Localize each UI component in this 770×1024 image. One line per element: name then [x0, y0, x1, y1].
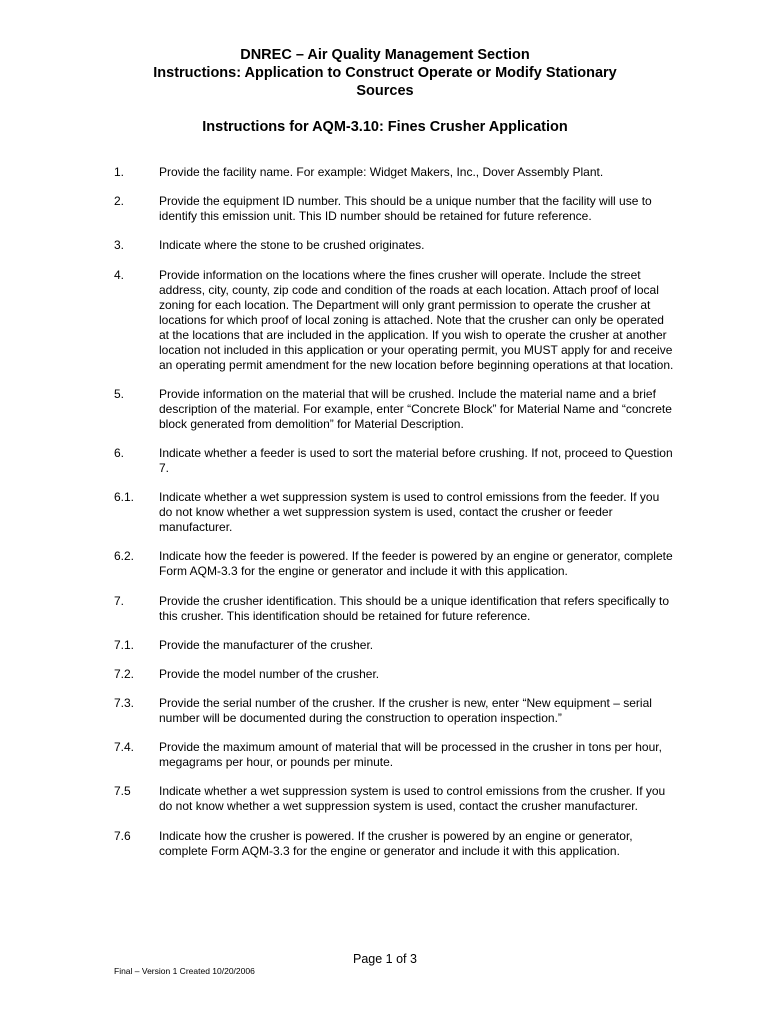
instruction-item — [114, 268, 674, 373]
instruction-text: Provide information on the locations where the fines crusher will operate. Include the street address, city, county, zip code and condition of the roads at each location. Attach proof of local zoning for each location. The Department will only grant permission to operate the crusher at locations for which proof of local zoning is attached. Note that the crusher can only be operated at the locations that are included in the application. If you wish to operate the crusher at another location not included in this application or your operating permit, you MUST apply for and receive an operating permit amendment for the new location before beginning operations at that location. — [159, 267, 674, 372]
instruction-number: 1. — [114, 165, 125, 179]
instruction-text: Indicate whether a wet suppression system is used to control emissions from the crusher. If you do not know whether a wet suppression system is used, contact the crusher manufacturer. — [159, 784, 666, 814]
instruction-text: Indicate how the crusher is powered. If the crusher is powered by an engine or generator, complete Form AQM-3.3 for the engine or generator and include it with this application. — [159, 828, 633, 858]
instruction-number: 2. — [114, 194, 125, 209]
instruction-text: Indicate whether a wet suppression system is used to control emissions from the feeder. If you do not know whether a wet suppression system is used, contact the crusher or feeder manufacturer. — [159, 490, 660, 535]
instruction-text: Provide the model number of the crusher. — [159, 666, 380, 681]
instruction-item — [114, 387, 674, 432]
instruction-item — [114, 238, 674, 253]
instruction-text: Provide the serial number of the crusher. If the crusher is new, enter “New equipment – serial number will be documented during the construction to operation inspection.” — [159, 696, 652, 726]
footer-note: Final – Version 1 Created 10/20/2006 — [114, 966, 255, 976]
document-header — [100, 46, 670, 100]
instruction-item — [114, 638, 674, 653]
instruction-text: Provide the maximum amount of material that will be processed in the crusher in tons per hour, megagrams per hour, or pounds per minute. — [159, 740, 662, 770]
instruction-number: 7.1. — [114, 637, 135, 652]
instruction-item — [114, 784, 674, 814]
instruction-text: Indicate whether a feeder is used to sort the material before crushing. If not, proceed to Question 7. — [159, 445, 673, 475]
header-line-3: Sources — [356, 83, 414, 99]
header-line-2: Instructions: Application to Construct Operate or Modify Stationary — [153, 65, 617, 81]
instruction-item — [114, 490, 674, 535]
header-line-1: DNREC – Air Quality Management Section — [240, 47, 530, 63]
instruction-text: Provide the crusher identification. This should be a unique identification that refers specifically to this crusher. This identification should be retained for future reference. — [159, 593, 670, 623]
instruction-number: 7.5 — [114, 784, 131, 799]
instruction-number: 3. — [114, 238, 125, 253]
instruction-text: Provide information on the material that will be crushed. Include the material name and a brief description of the material. For example, enter “Concrete Block” for Material Name and “concrete block generated from demolition” for Material Description. — [159, 386, 672, 431]
instruction-text: Indicate how the feeder is powered. If the feeder is powered by an engine or generator, complete Form AQM-3.3 for the engine or generator and include it with this application. — [159, 549, 673, 579]
instruction-item — [114, 549, 674, 579]
instruction-number: 6.1. — [114, 490, 135, 505]
instruction-number: 5. — [114, 386, 125, 401]
instruction-item — [114, 829, 674, 859]
instruction-number: 7.2. — [114, 666, 135, 681]
instruction-text: Provide the equipment ID number. This should be a unique number that the facility will use to identify this emission unit. This ID number should be retained for future reference. — [159, 194, 652, 224]
instruction-number: 7. — [114, 593, 125, 608]
instruction-list — [114, 165, 674, 873]
page-title: Instructions for AQM-3.10: Fines Crusher Application — [202, 119, 568, 135]
instruction-text: Provide the facility name. For example: Widget Makers, Inc., Dover Assembly Plant. — [159, 165, 604, 179]
instruction-item — [114, 194, 674, 224]
instruction-item — [114, 446, 674, 476]
instruction-number: 6. — [114, 445, 125, 460]
instruction-text: Indicate where the stone to be crushed originates. — [159, 238, 425, 253]
instruction-number: 7.3. — [114, 696, 135, 711]
instruction-item — [114, 594, 674, 624]
page-number: Page 1 of 3 — [353, 952, 417, 966]
instruction-item — [114, 696, 674, 726]
instruction-number: 4. — [114, 267, 125, 282]
instruction-text: Provide the manufacturer of the crusher. — [159, 637, 374, 652]
instruction-item — [114, 667, 674, 682]
instruction-item — [114, 165, 674, 180]
instruction-item — [114, 740, 674, 770]
instruction-number: 7.6 — [114, 828, 131, 843]
instruction-number: 7.4. — [114, 740, 135, 755]
instruction-number: 6.2. — [114, 549, 135, 564]
